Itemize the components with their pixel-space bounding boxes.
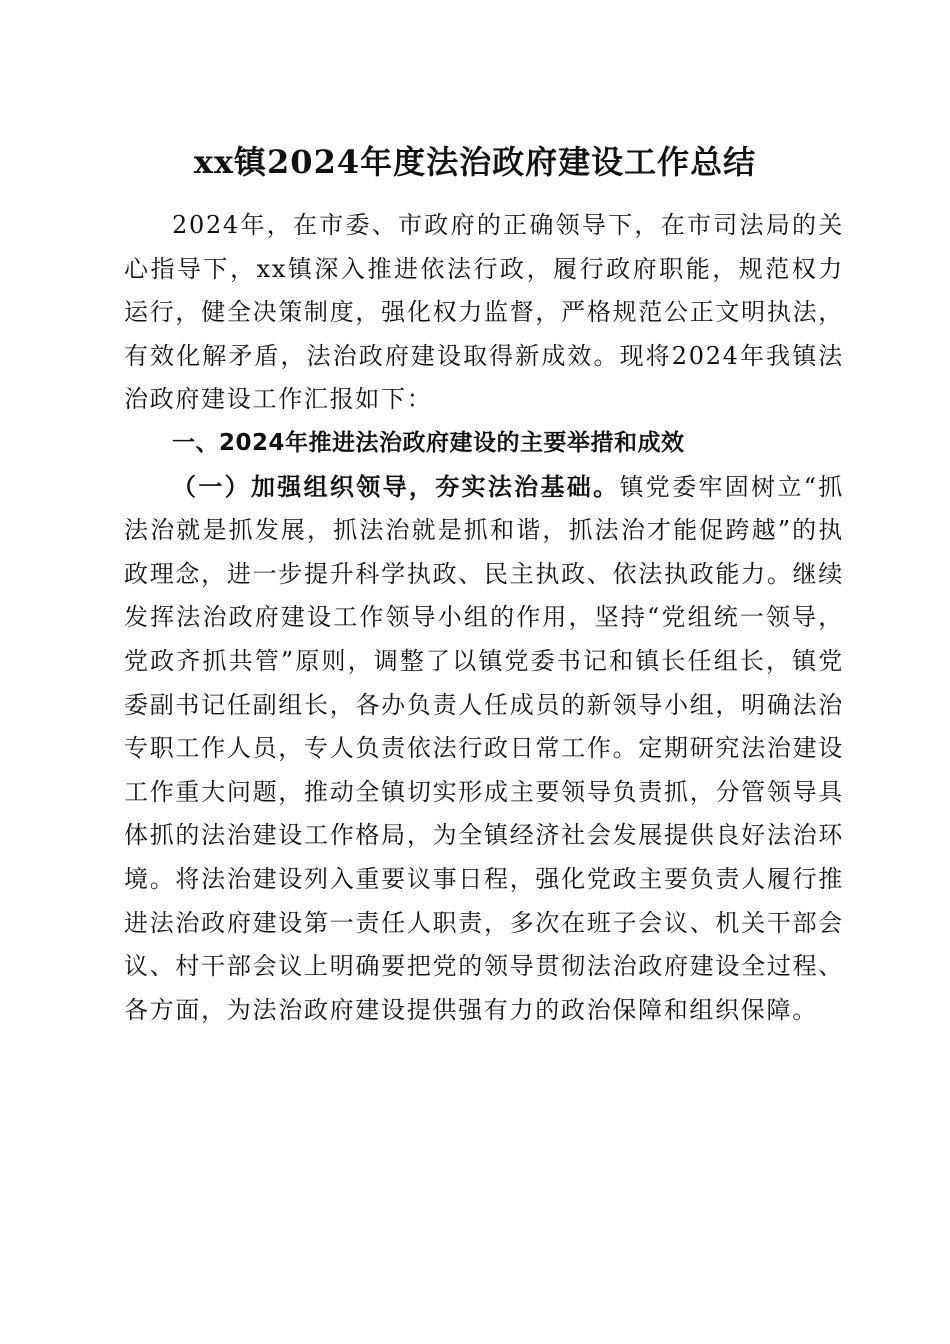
subsection-lead: （一）加强组织领导，夯实法治基础。: [172, 472, 620, 501]
document-title: xx镇2024年度法治政府建设工作总结: [193, 143, 757, 181]
subsection-paragraph: [124, 466, 844, 1033]
subsection-body: 镇党委牢固树立“抓法治就是抓发展，抓法治就是抓和谐，抓法治才能促跨越”的执政理念，进一步提升科学执政、民主执政、依法执政能力。继续发挥法治政府建设工作领导小组的作用，坚持“党组统一领导，党政齐抓共管”原则，调整了以镇党委书记和镇长任组长，镇党委副书记任副组长，各办负责人任成员的新领导小组，明确法治专职工作人员，专人负责依法行政日常工作。定期研究法治建设工作重大问题，推动全镇切实形成主要领导负责抓，分管领导具体抓的法治建设工作格局，为全镇经济社会发展提供良好法治环境。将法治建设列入重要议事日程，强化党政主要负责人履行推进法治政府建设第一责任人职责，多次在班子会议、机关干部会议、村干部会议上明确要把党的领导贯彻法治政府建设全过程、各方面，为法治政府建设提供强有力的政治保障和组织保障。: [124, 472, 844, 1024]
document-body: [124, 204, 844, 1032]
intro-paragraph: 2024年，在市委、市政府的正确领导下，在市司法局的关心指导下，xx镇深入推进依法行政，履行政府职能，规范权力运行，健全决策制度，强化权力监督，严格规范公正文明执法，有效化解矛盾，法治政府建设取得新成效。现将2024年我镇法治政府建设工作汇报如下：: [124, 211, 844, 414]
section-heading: 一、2024年推进法治政府建设的主要举措和成效: [172, 429, 685, 456]
